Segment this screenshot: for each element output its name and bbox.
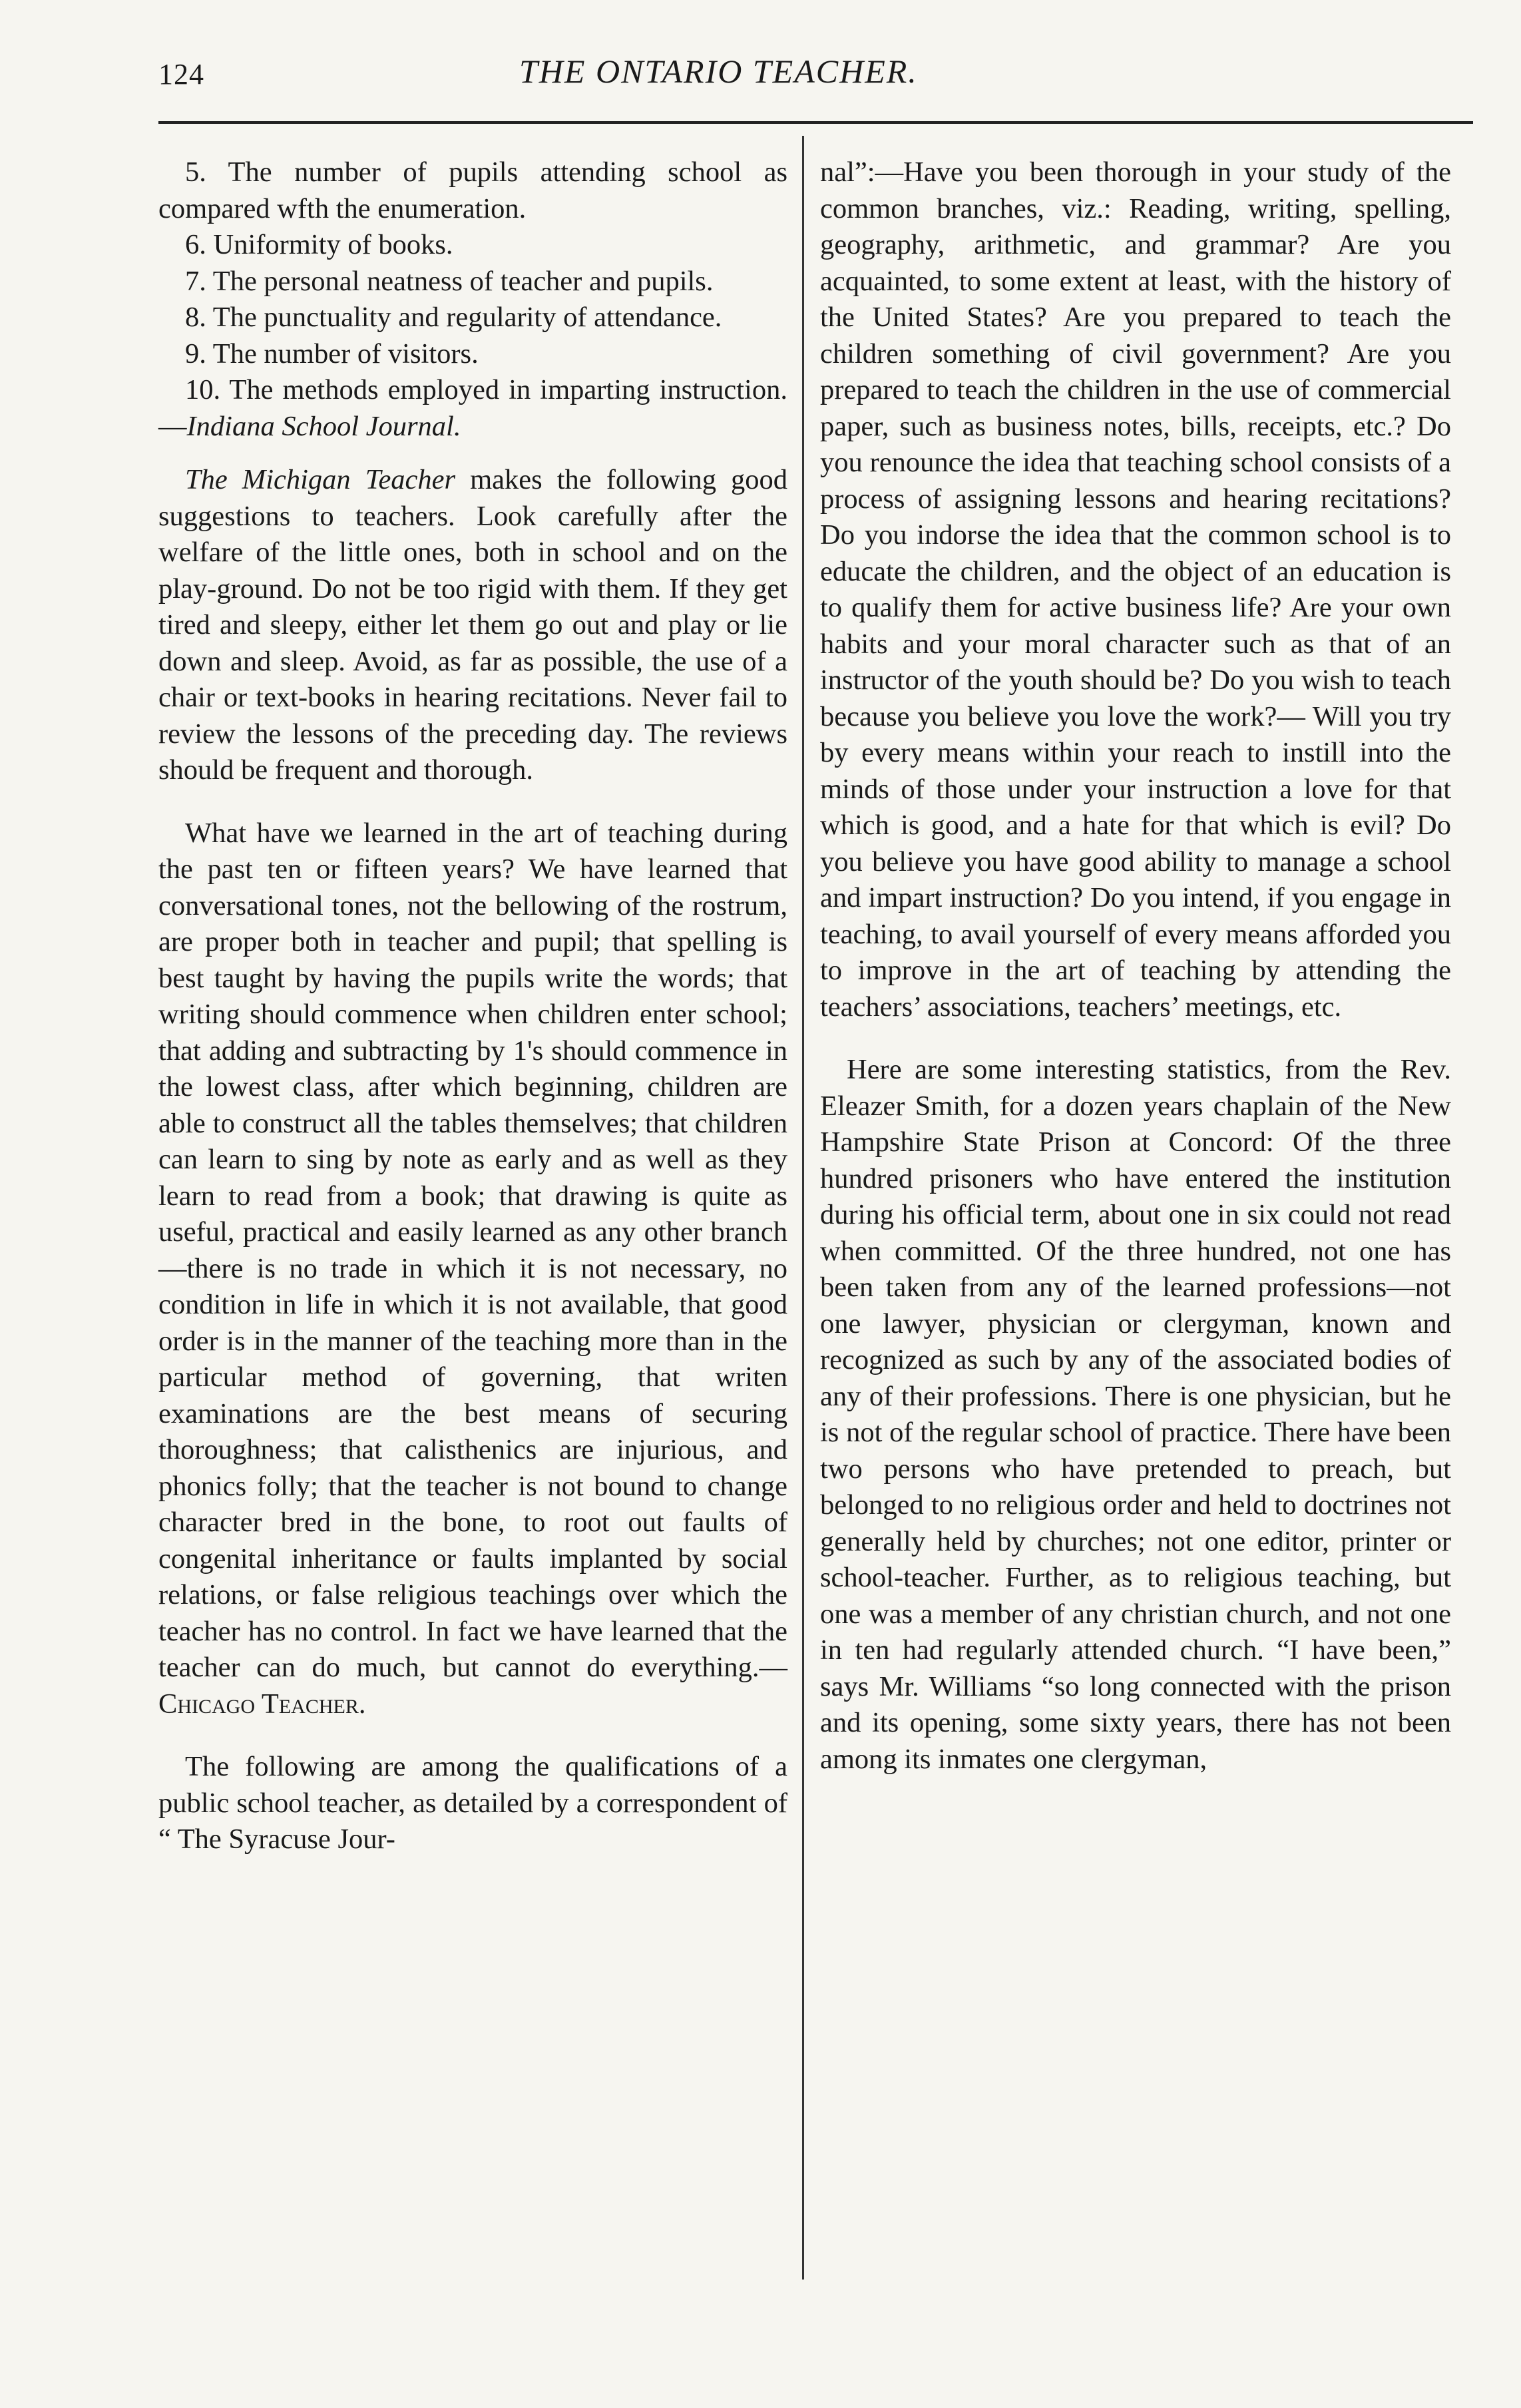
list-item: 8. The punctuality and regularity of attendance.: [185, 302, 722, 333]
source-citation: Indiana School Journal.: [186, 410, 461, 442]
source-citation: The Michigan Teacher: [185, 464, 456, 495]
left-column: [158, 154, 787, 1858]
list-item: 5. The number of pupils attending school as compared wfth the enumeration.: [158, 156, 787, 224]
list-item-10-text: 10. The methods employed in imparting instruction.—: [158, 374, 787, 442]
right-column: [820, 154, 1451, 1778]
learned-paragraph: [158, 816, 787, 1723]
michigan-paragraph: [158, 462, 787, 789]
list-item: 9. The number of visitors.: [185, 338, 479, 369]
statistics-paragraph: Here are some interesting statistics, from the Rev. Eleazer Smith, for a dozen years chaplain of the New Hampshire State Prison at Concord: Of the three hundred prisoners who have entered the institution during his official term, about one in six could not read when committed. Of the three hundred, not one has been taken from any of the learned professions—not one lawyer, physician or clergyman, known and recognized as such by any of the associated bodies of any of their professions. There is one physician, but he is not of the regular school of practice. There have been two persons who have pretended to preach, but belonged to no religious order and held to doctrines not generally held by churches; not one editor, printer or school-teacher. Further, as to religious teaching, but one was a member of any christian church, and not one in ten had regularly attended church. “I have been,” says Mr. Williams “so long connected with the prison and its opening, some sixty years, there has not been among its inmates one clergyman,: [820, 1054, 1451, 1775]
column-divider: [802, 136, 804, 2280]
paragraph-text: makes the following good suggestions to teachers. Look carefully after the welfare of the little ones, both in school and on the play-ground. Do not be too rigid with them. If they get tired and sleepy, either let them go out and play or lie down and sleep. Avoid, as far as possible, the use of a chair or text-books in hearing recitations. Never fail to review the lessons of the preceding day. The reviews should be frequent and thorough.: [158, 464, 787, 786]
running-title: THE ONTARIO TEACHER.: [519, 53, 918, 90]
page-number: 124: [158, 58, 204, 91]
list-item: 7. The personal neatness of teacher and pupils.: [185, 265, 714, 297]
qualifications-continued: nal”:—Have you been thorough in your study of the common branches, viz.: Reading, writing, spelling, geography, arithmetic, and grammar? Are you acquainted, to some extent at least, with the history of the United States? Are you prepared to teach the children something of civil government? Are you prepared to teach the children in the use of commercial paper, such as business notes, bills, receipts, etc.? Do you renounce the idea that teaching school consists of a process of assigning lessons and hearing recitations? Do you indorse the idea that the common school is to educate the children, and the object of an education is to qualify them for active business life? Are your own habits and your moral character such as that of an instructor of the youth should be? Do you wish to teach because you believe you love the work?— Will you try by every means within your reach to instill into the minds of those under your instruction a love for that which is good, and a hate for that which is evil? Do you believe you have good ability to manage a school and impart instruction? Do you intend, if you engage in teaching, to avail yourself of every means afforded you to improve in the art of teaching by attending the teachers’ associations, teachers’ meetings, etc.: [820, 156, 1451, 1023]
qualifications-paragraph: The following are among the qualifications of a public school teacher, as detailed by a correspondent of “ The Syracuse Jour-: [158, 1751, 787, 1855]
list-item: 6. Uniformity of books.: [185, 229, 453, 260]
paragraph-text: What have we learned in the art of teaching during the past ten or fifteen years? We have learned that conversational tones, not the bellowing of the rostrum, are proper both in teacher and pupil; that spelling is best taught by having the pupils write the words; that writing should commence when children enter school; that adding and subtracting by 1's should commence in the lowest class, after which beginning, children are able to construct all the tables themselves; that children can learn to sing by note as early and as well as they learn to read from a book; that drawing is quite as useful, practical and easily learned as any other branch—there is no trade in which it is not necessary, no condition in life in which it is not available, that good order is in the manner of the teaching more than in the particular method of governing, that writen examinations are the best means of securing thoroughness; that calisthenics are injurious, and phonics folly; that the teacher is not bound to change character bred in the bone, to root out faults of congenital inheritance or faults implanted by social relations, or false religious teachings over which the teacher has no control. In fact we have learned that the teacher can do much, but cannot do everything.—: [158, 817, 787, 1683]
source-citation: Chicago Teacher.: [158, 1688, 366, 1720]
header-rule: [158, 121, 1473, 124]
list-item-10: [158, 372, 787, 445]
